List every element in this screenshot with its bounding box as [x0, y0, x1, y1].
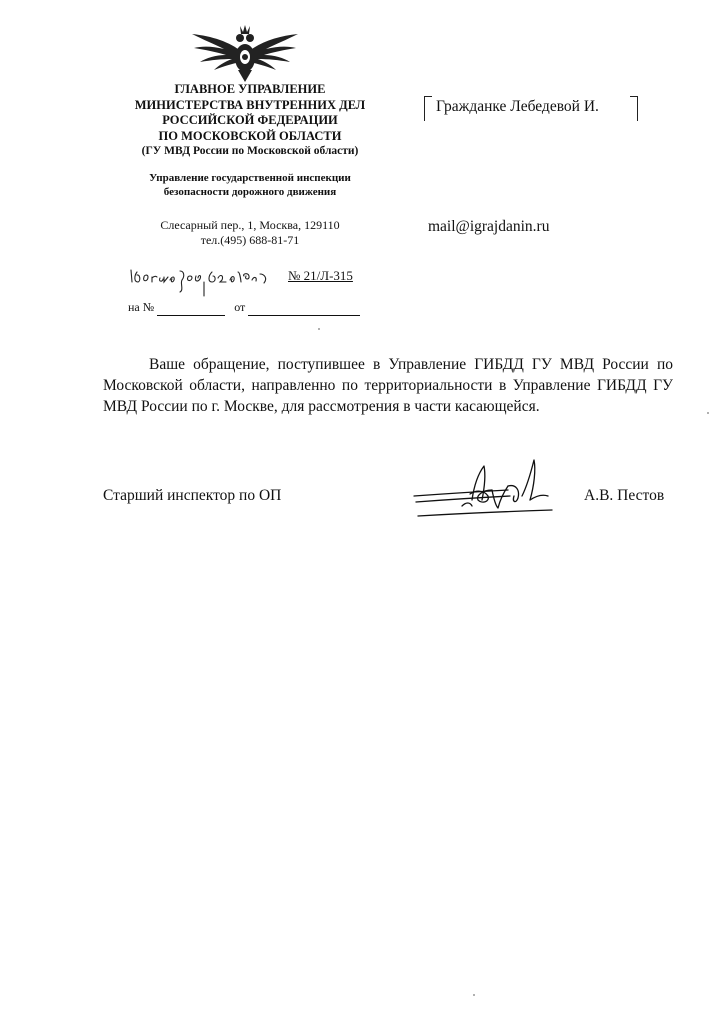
dept-line: Управление государственной инспекции	[149, 172, 351, 184]
ref-date-label: от	[234, 300, 246, 314]
organization-name	[100, 82, 400, 160]
scan-speck	[707, 412, 709, 414]
dept-line: безопасности дорожного движения	[163, 186, 337, 198]
letter-body	[103, 354, 673, 417]
body-paragraph: Ваше обращение, поступившее в Управление ГИБДД ГУ МВД России по Московской области, направленно по территориальности в Управление ГИБДД ГУ МВД России по г. Москве, для рассмотрения в части касающейся.	[103, 356, 673, 415]
address-block	[100, 218, 400, 248]
ref-date-blank	[248, 300, 360, 316]
org-line: РОССИЙСКОЙ ФЕДЕРАЦИИ	[162, 113, 338, 127]
signer-position: Старший инспектор по ОП	[103, 487, 282, 504]
department-name	[100, 171, 400, 199]
handwritten-date-icon	[128, 262, 288, 302]
ref-number-blank	[157, 300, 225, 316]
handwritten-signature-icon	[412, 456, 562, 522]
eagle-emblem-icon	[190, 22, 300, 84]
scan-speck	[473, 994, 475, 996]
ref-number-label: на №	[128, 300, 155, 314]
reference-row	[128, 300, 360, 316]
org-line: МИНИСТЕРСТВА ВНУТРЕННИХ ДЕЛ	[134, 97, 366, 112]
org-abbreviation: (ГУ МВД России по Московской области)	[141, 145, 359, 157]
signer-name: А.В. Пестов	[584, 487, 665, 504]
postal-address: Слесарный пер., 1, Москва, 129110	[160, 218, 340, 232]
recipient-email: mail@igrajdanin.ru	[428, 218, 550, 235]
registration-row	[128, 262, 368, 286]
scan-speck	[318, 328, 320, 330]
addressee-bracket-left	[424, 96, 432, 121]
phone-number: тел.(495) 688-81-71	[200, 233, 300, 247]
addressee: Гражданке Лебедевой И.	[436, 98, 599, 115]
registration-number: № 21/Л-315	[288, 268, 353, 283]
org-line: ПО МОСКОВСКОЙ ОБЛАСТИ	[158, 128, 342, 143]
org-line: ГЛАВНОЕ УПРАВЛЕНИЕ	[174, 82, 326, 96]
addressee-bracket-right	[630, 96, 638, 121]
